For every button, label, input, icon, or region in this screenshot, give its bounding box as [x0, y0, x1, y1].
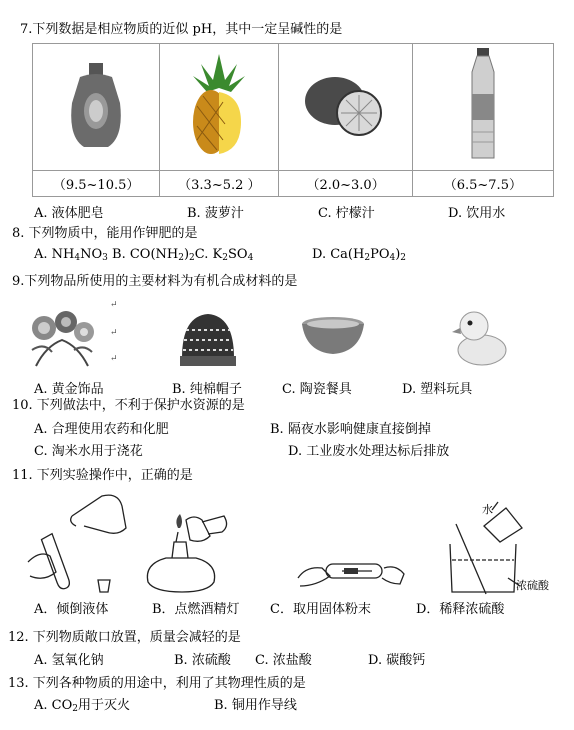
q13-option-b: B. 铜用作导线: [214, 698, 297, 713]
q12-option-d: D. 碳酸钙: [368, 653, 426, 668]
q12-stem: 12. 下列物质敞口放置，质量会减轻的是: [8, 630, 241, 645]
q8-options: [34, 247, 253, 266]
q8-option-a: A. $NH_4NO_3$: [34, 247, 108, 263]
q13-option-a: A. $CO_2$用于灭火: [34, 698, 131, 714]
ph-table: [32, 43, 554, 197]
q9-option-a: A. 黄金饰品: [34, 382, 104, 397]
ph-value-lemon: （2.0~3.0）: [279, 171, 412, 197]
q10-option-d: D. 工业废水处理达标后排放: [288, 444, 450, 459]
q12-option-b: B. 浓硫酸: [174, 653, 231, 668]
q11-option-b: B．点燃酒精灯: [152, 602, 240, 617]
q10-option-c: C. 淘米水用于浇花: [34, 444, 143, 459]
pouring-liquid-diagram: [22, 492, 134, 596]
q9-option-c: C. 陶瓷餐具: [282, 382, 352, 397]
q12-option-c: C. 浓盐酸: [255, 653, 312, 668]
pineapple-image: [179, 50, 259, 160]
q8-option-d: D. $Ca(H_2PO_4)_2$: [312, 247, 407, 263]
q9-stem: 9.下列物品所使用的主要材料为有机合成材料的是: [12, 274, 298, 289]
lemon-image-cell: [279, 44, 412, 171]
q11-option-c: C．取用固体粉末: [270, 602, 371, 617]
q7-option-b: B. 菠萝汁: [187, 206, 244, 221]
q10-option-b: B. 隔夜水影响健康直接倒掉: [270, 422, 431, 437]
conc-acid-label: 浓硫酸: [516, 579, 549, 592]
lemon-image: [301, 65, 391, 145]
q7-stem: 7.下列数据是相应物质的近似 pH，其中一定呈碱性的是: [20, 22, 343, 37]
lighting-alcohol-lamp-diagram: [142, 512, 234, 596]
water-label: 水: [482, 503, 493, 516]
q9-option-b: B. 纯棉帽子: [172, 382, 242, 397]
q7-option-c: C. 柠檬汁: [318, 206, 375, 221]
pineapple-image-cell: [160, 44, 279, 171]
soap-image-cell: [33, 44, 160, 171]
q8-stem: 8. 下列物质中，能用作钾肥的是: [12, 226, 198, 241]
q8-option-b: B. $CO(NH_2)_2$: [107, 247, 195, 263]
gold-jewelry-image: [26, 306, 98, 368]
q9-option-d: D. 塑料玩具: [402, 382, 473, 397]
cotton-hat-image: [178, 310, 238, 368]
q11-stem: 11. 下列实验操作中，正确的是: [12, 468, 193, 483]
water-image-cell: [412, 44, 553, 171]
ph-value-water: （6.5~7.5）: [412, 171, 553, 197]
taking-solid-powder-diagram: [292, 548, 408, 594]
q13-stem: 13. 下列各种物质的用途中，利用了其物理性质的是: [8, 676, 306, 691]
plastic-duck-image: [452, 306, 508, 368]
q7-option-a: A. 液体肥皂: [34, 206, 104, 221]
water-bottle-image: [458, 46, 508, 164]
q8-option-c: C. $K_2SO_4$: [194, 247, 254, 263]
q10-option-a: A. 合理使用农药和化肥: [34, 422, 169, 437]
ph-value-soap: （9.5~10.5）: [33, 171, 160, 197]
soap-bottle-image: [56, 55, 136, 155]
q12-option-a: A. 氢氧化钠: [34, 653, 104, 668]
ph-value-pineapple: （3.3~5.2 ）: [160, 171, 279, 197]
ceramic-bowl-image: [300, 316, 366, 358]
q7-option-d: D. 饮用水: [448, 206, 506, 221]
q10-stem: 10. 下列做法中，不利于保护水资源的是: [12, 398, 245, 413]
q11-option-d: D．稀释浓硫酸: [416, 602, 505, 617]
q11-option-a: A．倾倒液体: [34, 602, 109, 617]
